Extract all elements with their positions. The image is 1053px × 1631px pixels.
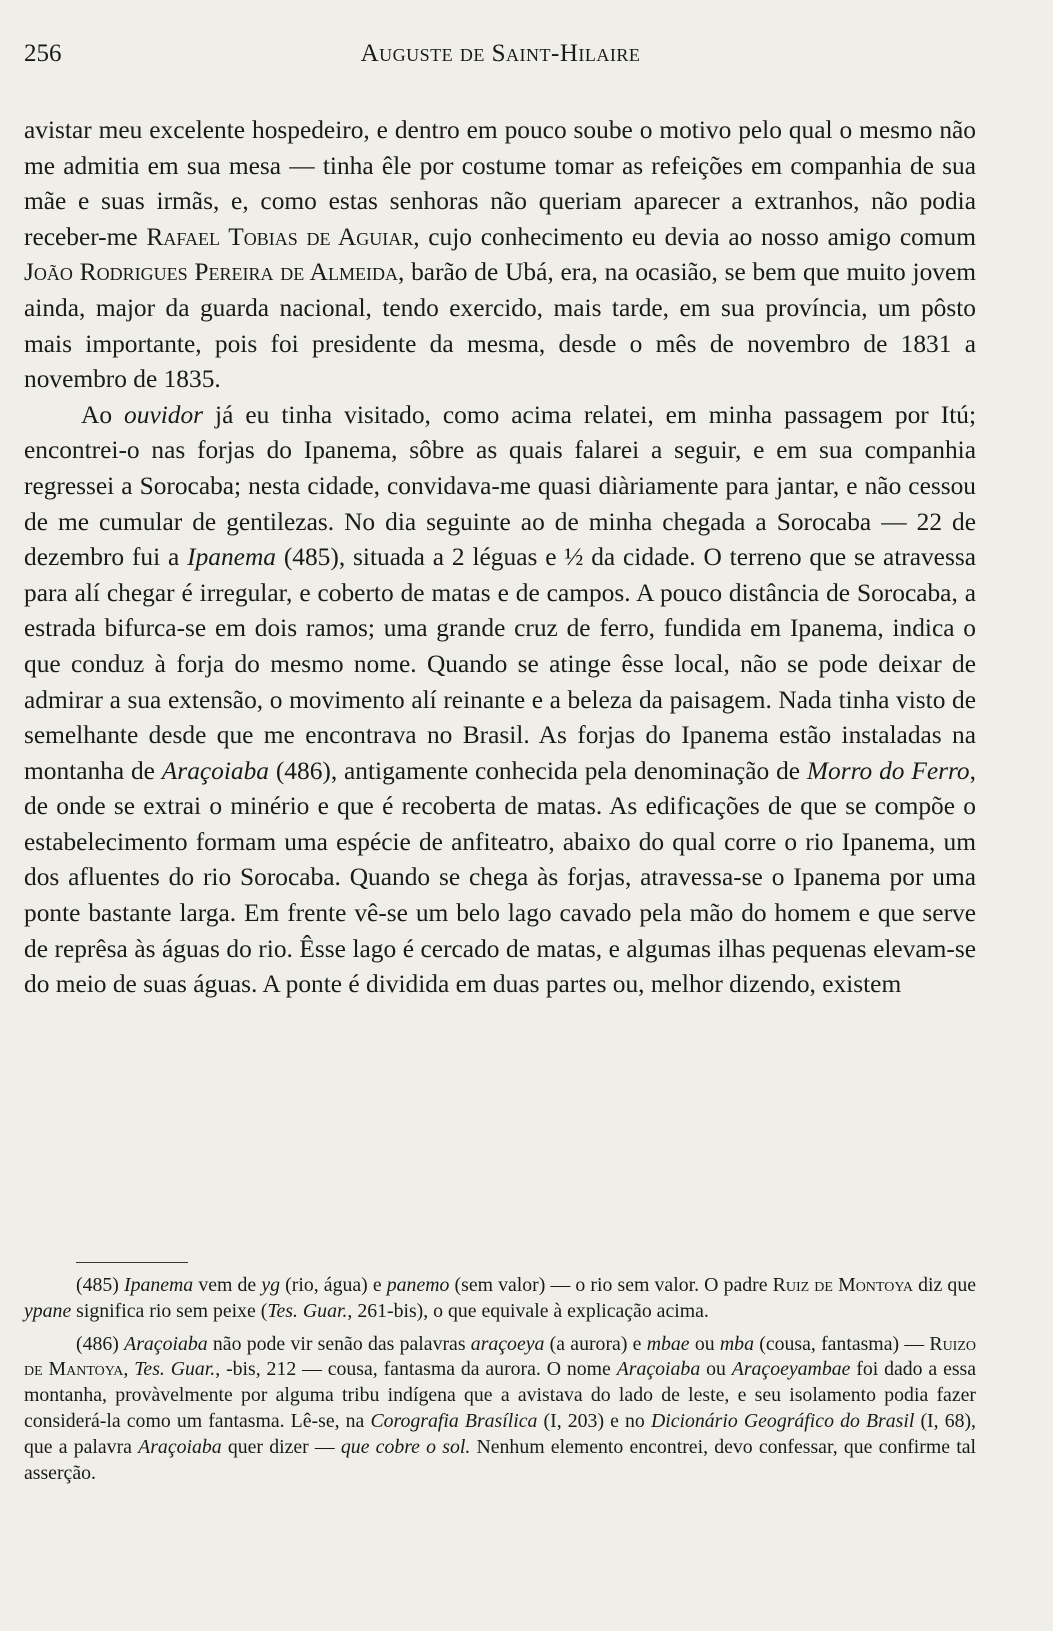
text-segment: Ao [81,400,125,429]
italic-term: Araçoeyambae [731,1358,851,1381]
person-name: Rafael Tobias de Aguiar [146,222,414,251]
running-title: Auguste de Saint-Hilaire [360,40,641,67]
footnote-text: quer dizer — [221,1435,341,1458]
italic-term: panemo [386,1274,450,1296]
footnote-text: (rio, água) e [280,1274,387,1296]
italic-term: Corografia Brasílica [370,1409,538,1432]
main-text [24,113,976,1003]
footnote-text: não pode vir senão das palavras [207,1332,471,1355]
italic-term: Ipanema [187,543,276,572]
text-segment: , cujo conhecimento eu devia ao nosso amigo comum [413,222,976,251]
footnote-text: (cousa, fantasma) — [753,1332,930,1355]
italic-term: Araçoiaba [616,1358,701,1381]
footnote-text: significa rio sem peixe ( [71,1299,268,1322]
italic-term: Araçoiaba [161,756,269,785]
text-segment: , barão de Ubá, era, na ocasião, se bem que muito jovem ainda, major da guarda nacional, tendo exercido, mais tarde, em sua província, um pôsto mais importante, pois foi presidente da mesma, desde o mês de novembro de 1831 a novembro de 1835. [24,258,976,394]
italic-term: ypane [24,1299,72,1322]
paragraph-2 [24,398,976,1003]
footnote-text: (sem valor) — o rio sem valor. O padre [449,1274,773,1296]
footnote-text: vem de [193,1274,262,1296]
text-segment: , de onde se extrai o minério e que é recoberta de matas. As edificações de que se compõe o estabelecimento formam uma espécie de anfiteatro, abaixo do qual corre o rio Ipanema, um dos afluentes do rio Sorocaba. Quando se chega às forjas, atravessa-se o Ipanema por uma ponte bastante larga. Em frente vê-se um belo lago cavado pela mão do homem e que serve de reprêsa às águas do rio. Êsse lago é cercado de matas, e algumas ilhas pequenas elevam-se do meio de suas águas. A ponte é dividida em duas partes ou, melhor dizendo, existem [24,756,976,999]
footnote-text: Nenhum elemento encontrei, devo confessar, que confirme tal asserção. [24,1435,977,1484]
italic-term: mba [719,1332,754,1355]
italic-term: Ipanema [123,1274,194,1296]
italic-term: Tes. Guar. [134,1358,216,1381]
text-segment: já eu tinha visitado, como acima relatei, em minha passagem por Itú; encontrei-o nas forjas do Ipanema, sôbre as quais falarei a seguir, e em sua companhia regressei a Sorocaba; nesta cidade, convidava-me quasi diàriamente para jantar, e não cessou de me cumular de gentilezas. No dia seguinte ao de minha chegada a Sorocaba — 22 de dezembro fui a [24,400,976,572]
footnote-text: (a aurora) e [544,1332,647,1355]
footnote-text: (485) [76,1274,124,1296]
italic-term: Tes. Guar. [267,1299,348,1322]
italic-term: ouvidor [124,400,204,429]
person-name: João Rodrigues Pereira de Almeida [24,258,398,287]
person-name: Ruiz de Montoya [772,1274,913,1296]
page-header [24,40,977,68]
italic-term: yg [261,1274,281,1296]
footnote-text: , -bis, 212 — cousa, fantasma da aurora. O nome [215,1358,617,1381]
footnote-text: , 261-bis), o que equivale à explicação acima. [347,1299,709,1322]
footnote-rule [76,1262,188,1263]
italic-term: Araçoiaba [124,1332,208,1355]
footnote-text: foi dado a essa montanha, provàvelmente por alguma tribu indígena que a avistava do lado de leste, e seu isolamento podia fazer considerá-la como um fantasma. Lê-se, na [24,1358,977,1432]
italic-term: araçoeya [470,1332,545,1355]
text-segment: (485), situada a 2 léguas e ½ da cidade. O terreno que se atravessa para alí chegar é irregular, e coberto de matas e de campos. A pouco distância de Sorocaba, a estrada bifurca-se em dois ramos; uma grande cruz de ferro, fundida em Ipanema, indica o que conduz à forja do mesmo nome. Quando se atinge êsse local, não se pode deixar de admirar a sua extensão, o movimento alí reinante e a beleza da paisagem. Nada tinha visto de semelhante desde que me encontrava no Brasil. As forjas do Ipanema estão instaladas na montanha de [24,543,976,785]
footnote-text: (486) [76,1332,125,1355]
italic-term: Morro do Ferro [806,756,970,785]
text-segment: avistar meu excelente hospedeiro, e dentro em pouco soube o motivo pelo qual o mesmo não me admitia em sua mesa — tinha êle por costume tomar as refeições em companhia de sua mãe e suas irmãs, e, como estas senhoras não queriam aparecer a extranhos, não podia receber-me [24,116,976,251]
footnote-486 [24,1332,976,1487]
footnote-485 [24,1273,976,1325]
text-segment: (486), antigamente conhecida pela denominação de [269,756,807,785]
footnote-text: , [123,1358,135,1381]
footnote-text: (I, 68), que a palavra [24,1409,977,1458]
person-name: Ruizo de Mantoya [24,1332,977,1381]
italic-term: que cobre o sol. [340,1435,471,1458]
paragraph-1 [24,113,976,398]
footnotes [24,1273,976,1486]
italic-term: Araçoiaba [138,1435,222,1458]
italic-term: mbae [646,1332,690,1355]
footnote-text: ou [700,1358,732,1381]
footnote-text: (I, 203) e no [537,1409,651,1432]
footnote-text: diz que [913,1274,976,1296]
page-number: 256 [24,40,62,67]
italic-term: Dicionário Geográfico do Brasil [650,1409,915,1432]
footnote-text: ou [689,1332,720,1355]
